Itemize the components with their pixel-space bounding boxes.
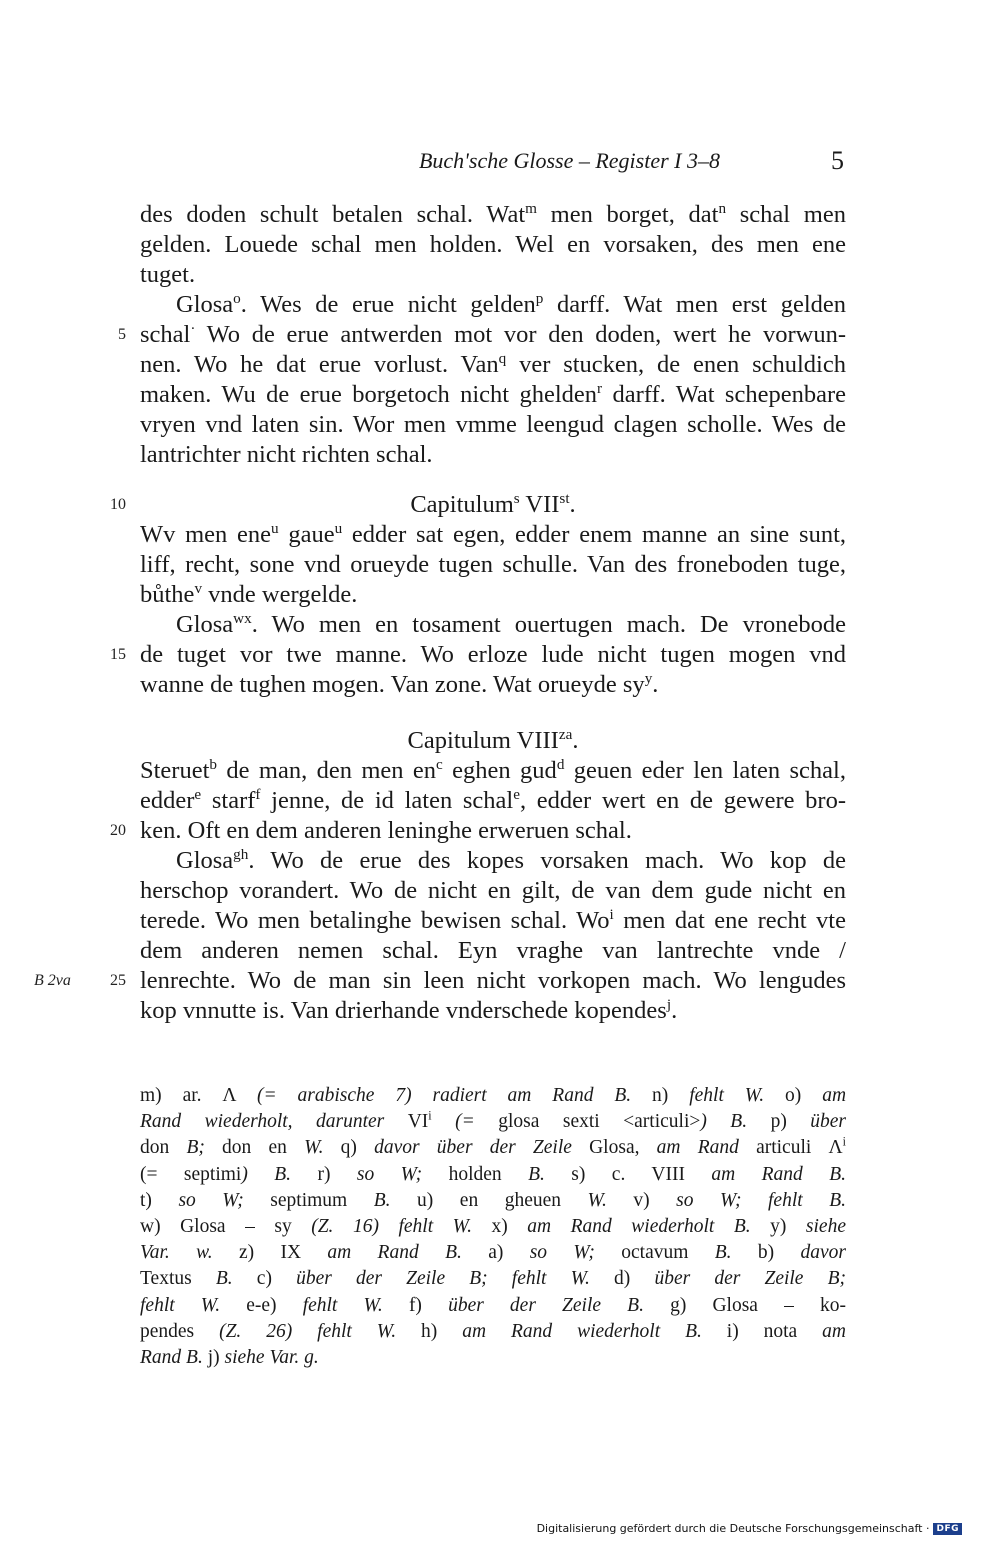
italic-segment: (= arabische 7) radiert am Rand B. — [256, 1085, 632, 1106]
italic-segment: B. — [528, 1163, 545, 1185]
text-line — [140, 966, 846, 996]
text-segment: don — [140, 1137, 187, 1159]
text-segment: m) ar. Λ — [140, 1085, 257, 1106]
italic-segment: W. — [587, 1189, 607, 1211]
text-line — [140, 936, 846, 966]
text-segment: j) — [202, 1347, 225, 1368]
text-line — [140, 846, 846, 876]
footnote-line — [140, 1109, 846, 1135]
text-segment: c) — [232, 1268, 297, 1290]
superscript-siglum: u — [334, 519, 343, 537]
text-segment: dem anderen nemen schal. Eyn vraghe van lantrechte vnde / — [140, 937, 846, 964]
dfg-logo: DFG — [933, 1523, 962, 1535]
text-line — [140, 876, 846, 906]
superscript-siglum: d — [556, 755, 565, 773]
text-segment: darff. Wat men erst gelden — [543, 291, 846, 318]
text-segment: . — [671, 997, 678, 1024]
text-line — [140, 640, 846, 670]
text-segment: terede. Wo men betalinghe bewisen schal. Wo — [140, 907, 610, 934]
text-line — [140, 670, 846, 700]
text-segment: ver stucken, de enen schuldich — [506, 351, 846, 378]
text-segment: x) — [471, 1216, 528, 1237]
italic-segment: (= — [431, 1111, 499, 1133]
superscript-siglum: i — [609, 905, 614, 923]
text-segment: . — [652, 671, 659, 698]
text-segment: bůthe — [140, 581, 195, 608]
text-line — [140, 786, 846, 816]
text-line — [140, 290, 846, 320]
italic-segment: Rand wiederholt, darunter — [140, 1111, 408, 1133]
superscript-siglum: n — [718, 199, 727, 217]
superscript-siglum: st — [559, 489, 570, 507]
italic-segment: ) B. — [241, 1163, 292, 1185]
text-segment: eghen gud — [442, 757, 557, 784]
text-segment: Capitulum — [410, 491, 514, 518]
text-line — [140, 380, 846, 410]
text-segment: gelden. Louede schal men holden. Wel en vorsaken, des men ene — [140, 231, 846, 258]
text-segment: d) — [589, 1268, 655, 1290]
italic-segment: davor — [800, 1242, 846, 1264]
footnote-line — [140, 1293, 846, 1319]
text-segment: . Wo men en tosament ouertugen mach. De vronebode — [251, 611, 846, 638]
text-line — [140, 260, 846, 290]
text-segment: f) — [382, 1294, 449, 1316]
footnote-line — [140, 1345, 846, 1371]
text-line — [140, 816, 846, 846]
footnote-line — [140, 1266, 846, 1292]
text-segment: e-e) — [220, 1294, 303, 1316]
text-segment: glosa sexti <articuli> — [498, 1111, 701, 1133]
text-segment: jenne, de id laten schal — [260, 787, 514, 814]
folio-siglum: B 2va — [34, 972, 71, 989]
text-segment: schal men — [726, 201, 846, 228]
text-line — [140, 550, 846, 580]
text-segment: octavum — [594, 1242, 715, 1264]
line-number: 5 — [118, 326, 126, 343]
line-number: 10 — [110, 496, 126, 513]
text-segment: men dat ene recht vte — [613, 907, 846, 934]
text-segment: p) — [747, 1111, 811, 1133]
text-segment: z) IX — [212, 1242, 328, 1264]
italic-segment: so W; — [356, 1163, 423, 1185]
italic-segment: so W; — [529, 1242, 595, 1264]
superscript-siglum: za — [558, 725, 573, 743]
text-segment: Capitulum VIII — [407, 727, 559, 754]
superscript-siglum: r — [597, 379, 603, 397]
text-segment: . — [572, 727, 579, 754]
text-segment: Glosa, — [571, 1137, 657, 1159]
italic-segment: über der Zeile B. — [448, 1294, 644, 1316]
italic-segment: fehlt W. — [689, 1085, 765, 1106]
text-segment: y) — [750, 1216, 806, 1237]
superscript-siglum: gh — [233, 845, 249, 863]
footnote-line — [140, 1240, 846, 1266]
superscript-siglum: y — [644, 669, 653, 687]
text-segment: de tuget vor twe manne. Wo erloze lude nicht tugen mogen vnd — [140, 641, 846, 668]
italic-segment: am Rand wiederholt B. — [527, 1216, 751, 1237]
text-segment: lantrichter nicht richten schal. — [140, 441, 433, 468]
text-segment: Glosa — [176, 847, 234, 874]
text-segment: kop vnnutte is. Van drierhande vnderschede kopendes — [140, 997, 667, 1024]
italic-segment: Var. w. — [140, 1242, 213, 1264]
italic-segment: am — [822, 1085, 847, 1106]
text-segment: Steruet — [140, 757, 210, 784]
italic-segment: (Z. 16) fehlt W. — [311, 1216, 472, 1237]
text-segment: starf — [201, 787, 256, 814]
running-title: Buch'sche Glosse – Register I 3–8 — [418, 148, 720, 173]
text-segment: septimum — [243, 1189, 374, 1211]
text-segment: lenrechte. Wo de man sin leen nicht vorkopen mach. Wo lengudes — [140, 967, 846, 994]
text-segment: u) en gheuen — [390, 1189, 588, 1211]
superscript-siglum: s — [513, 489, 520, 507]
italic-segment: siehe — [805, 1216, 846, 1237]
text-line — [140, 200, 846, 230]
superscript-siglum: i — [428, 1108, 432, 1123]
digitization-credit — [537, 1522, 962, 1535]
text-segment: tuget. — [140, 261, 196, 288]
text-segment: s) c. VIII — [544, 1163, 712, 1185]
italic-segment: siehe Var. g. — [224, 1347, 319, 1368]
text-segment: Glosa — [176, 611, 234, 638]
text-segment: don en — [204, 1137, 305, 1159]
text-segment: holden — [422, 1163, 529, 1185]
superscript-siglum: v — [194, 579, 203, 597]
text-segment: de man, den men en — [217, 757, 437, 784]
italic-segment: ) B. — [700, 1111, 748, 1133]
text-line — [140, 230, 846, 260]
italic-segment: W. — [304, 1137, 324, 1159]
italic-segment: Rand B. — [140, 1347, 203, 1368]
chapter-heading — [140, 726, 846, 756]
text-segment: a) — [461, 1242, 530, 1264]
text-segment: schal — [140, 321, 191, 348]
line-number: 25 — [110, 972, 126, 989]
superscript-siglum: c — [436, 755, 443, 773]
italic-segment: so W; fehlt B. — [676, 1189, 846, 1211]
line-number: 20 — [110, 822, 126, 839]
text-segment: VII — [519, 491, 560, 518]
text-segment: h) — [396, 1320, 463, 1342]
text-segment: Textus — [140, 1268, 216, 1290]
text-segment: b) — [731, 1242, 801, 1264]
footnote-line — [140, 1162, 846, 1188]
text-segment: articuli Λ — [738, 1137, 843, 1159]
text-segment: des doden schult betalen schal. Wat — [140, 201, 526, 228]
text-line — [140, 520, 846, 550]
text-segment: vryen vnd laten sin. Wor men vmme leengud clagen scholle. Wes de — [140, 411, 846, 438]
footnote-line — [140, 1214, 846, 1240]
italic-segment: am — [822, 1320, 846, 1342]
superscript-siglum: e — [513, 785, 520, 803]
superscript-siglum: wx — [233, 609, 252, 627]
text-segment: darff. Wat schepenbare — [602, 381, 846, 408]
text-line — [140, 756, 846, 786]
text-segment: t) — [140, 1189, 179, 1211]
text-segment: liff, recht, sone vnd orueyde tugen schulle. Van des froneboden tuge, — [140, 551, 846, 578]
text-segment: r) — [291, 1163, 357, 1185]
text-segment: . — [569, 491, 576, 518]
italic-segment: (Z. 26) fehlt W. — [219, 1320, 397, 1342]
text-segment: vnde wergelde. — [202, 581, 358, 608]
chapter-heading — [140, 490, 846, 520]
footnote-line — [140, 1083, 846, 1109]
italic-segment: B. — [714, 1242, 732, 1264]
italic-segment: so W; — [178, 1189, 244, 1211]
text-segment: men borget, dat — [536, 201, 719, 228]
credit-text: Digitalisierung gefördert durch die Deutsche Forschungsgemeinschaft · — [536, 1522, 930, 1535]
text-segment: Glosa — [176, 291, 234, 318]
text-segment: Wo de erue antwerden mot vor den doden, wert he vorwun- — [195, 321, 846, 348]
italic-segment: am Rand wiederholt B. — [462, 1320, 702, 1342]
italic-segment: B; — [186, 1137, 205, 1159]
text-line — [140, 906, 846, 936]
superscript-siglum: m — [525, 199, 537, 217]
text-segment: n) — [631, 1085, 690, 1106]
text-segment: herschop vorandert. Wo de nicht en gilt, de van dem gude nicht en — [140, 877, 846, 904]
text-segment: maken. Wu de erue borgetoch nicht ghelden — [140, 381, 598, 408]
text-segment: wanne de tughen mogen. Van zone. Wat orueyde sy — [140, 671, 645, 698]
text-segment: . Wes de erue nicht gelden — [240, 291, 536, 318]
text-segment: gaue — [278, 521, 335, 548]
text-segment: g) Glosa – ko- — [643, 1294, 846, 1316]
italic-segment: über der Zeile B; — [654, 1268, 847, 1290]
text-segment: v) — [606, 1189, 677, 1211]
text-segment: w) Glosa – sy — [140, 1216, 312, 1237]
text-segment: nen. Wo he dat erue vorlust. Van — [140, 351, 499, 378]
text-line — [140, 350, 846, 380]
superscript-siglum: i — [842, 1134, 846, 1149]
italic-segment: B. — [215, 1268, 233, 1290]
superscript-siglum: u — [271, 519, 279, 537]
superscript-siglum: j — [666, 995, 672, 1013]
italic-segment: am Rand B. — [711, 1163, 847, 1185]
superscript-siglum: q — [498, 349, 507, 367]
text-line — [140, 410, 846, 440]
running-head — [140, 146, 846, 180]
superscript-siglum: f — [255, 785, 261, 803]
text-line — [140, 996, 846, 1026]
italic-segment: davor über der Zeile — [374, 1137, 572, 1159]
text-segment: geuen eder len laten schal, — [564, 757, 846, 784]
page-number: 5 — [831, 146, 844, 175]
italic-segment: am Rand — [656, 1137, 739, 1159]
text-segment: , edder wert en de gewere bro- — [519, 787, 846, 814]
text-segment: i) nota — [701, 1320, 823, 1342]
text-segment: edder sat egen, edder enem manne an sine sunt, — [342, 521, 846, 548]
footnote-line — [140, 1319, 846, 1345]
italic-segment: über der Zeile B; fehlt W. — [296, 1268, 590, 1290]
text-line — [140, 320, 846, 350]
footnote-line — [140, 1135, 846, 1161]
superscript-siglum: p — [535, 289, 544, 307]
superscript-siglum: e — [194, 785, 202, 803]
text-segment: ken. Oft en dem anderen leninghe erweruen schal. — [140, 817, 632, 844]
text-segment: . Wo de erue des kopes vorsaken mach. Wo kop de — [248, 847, 846, 874]
superscript-siglum: · — [190, 319, 196, 337]
text-segment: pendes — [140, 1320, 220, 1342]
text-segment: (= septimi — [140, 1163, 242, 1185]
superscript-siglum: o — [233, 289, 241, 307]
text-line — [140, 610, 846, 640]
superscript-siglum: b — [209, 755, 217, 773]
footnote-line — [140, 1188, 846, 1214]
text-segment: q) — [323, 1137, 375, 1159]
text-segment: Wv men ene — [140, 521, 271, 548]
text-line — [140, 440, 846, 470]
text-segment: edder — [140, 787, 195, 814]
italic-segment: über — [810, 1111, 847, 1133]
italic-segment: fehlt W. — [302, 1294, 383, 1316]
italic-segment: am Rand B. — [327, 1242, 462, 1264]
line-number: 15 — [110, 646, 126, 663]
text-segment: VI — [407, 1111, 429, 1133]
italic-segment: fehlt W. — [140, 1294, 221, 1316]
text-segment: o) — [764, 1085, 823, 1106]
italic-segment: B. — [373, 1189, 391, 1211]
text-line — [140, 580, 846, 610]
